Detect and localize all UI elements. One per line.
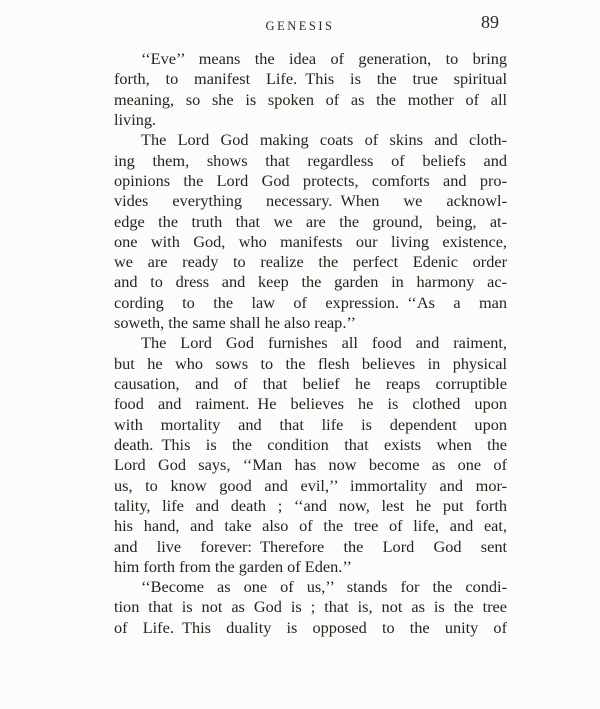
text-line: we are ready to realize the perfect Edenic order	[114, 252, 507, 272]
text-line: his hand, and take also of the tree of life, and eat,	[114, 516, 507, 536]
text-line: one with God, who manifests our living existence,	[114, 231, 507, 251]
paragraph	[114, 333, 507, 577]
paragraph	[114, 577, 507, 638]
page-body	[114, 49, 507, 638]
page-number: 89	[481, 12, 499, 32]
text-line: ing them, shows that regardless of beliefs and	[114, 150, 507, 170]
text-line: vides everything necessary. When we acknowl-	[114, 191, 507, 211]
running-head	[0, 0, 600, 40]
text-line: ‘‘Eve’’ means the idea of generation, to bring	[141, 49, 507, 68]
text-line: meaning, so she is spoken of as the mother of all	[114, 89, 507, 109]
paragraph	[114, 130, 507, 333]
text-line: him forth from the garden of Eden.’’	[114, 556, 352, 576]
text-line: us, to know good and evil,’’ immortality and mor-	[114, 475, 507, 495]
text-line: The Lord God furnishes all food and raiment,	[141, 333, 507, 353]
text-line: cording to the law of expression. ‘‘As a man	[114, 292, 507, 312]
text-line: forth, to manifest Life. This is the true spiritual	[114, 69, 507, 89]
text-line: ‘‘Become as one of us,’’ stands for the condi-	[141, 577, 507, 597]
text-line: and live forever: Therefore the Lord God sent	[114, 536, 507, 556]
text-line: opinions the Lord God protects, comforts and pro-	[114, 170, 507, 190]
page-title: GENESIS	[265, 19, 335, 33]
text-line: The Lord God making coats of skins and cloth-	[141, 130, 507, 150]
text-line: tality, life and death ; ‘‘and now, lest he put forth	[114, 495, 507, 515]
text-line: tion that is not as God is ; that is, not as is the tree	[114, 597, 507, 617]
text-line: causation, and of that belief he reaps corruptible	[114, 374, 507, 393]
text-line: soweth, the same shall he also reap.’’	[114, 313, 357, 333]
text-line: edge the truth that we are the ground, being, at-	[114, 211, 507, 231]
text-line: but he who sows to the flesh believes in physical	[114, 353, 507, 373]
text-line: with mortality and that life is dependent upon	[114, 414, 507, 434]
text-line: living.	[114, 109, 157, 129]
text-line: of Life. This duality is opposed to the unity of	[114, 617, 507, 637]
text-line: Lord God says, ‘‘Man has now become as one of	[114, 455, 507, 475]
text-line: death. This is the condition that exists when the	[114, 434, 507, 454]
paragraph	[114, 49, 507, 130]
text-line: and to dress and keep the garden in harmony ac-	[114, 272, 507, 292]
text-line: food and raiment. He believes he is clothed upon	[114, 394, 507, 414]
